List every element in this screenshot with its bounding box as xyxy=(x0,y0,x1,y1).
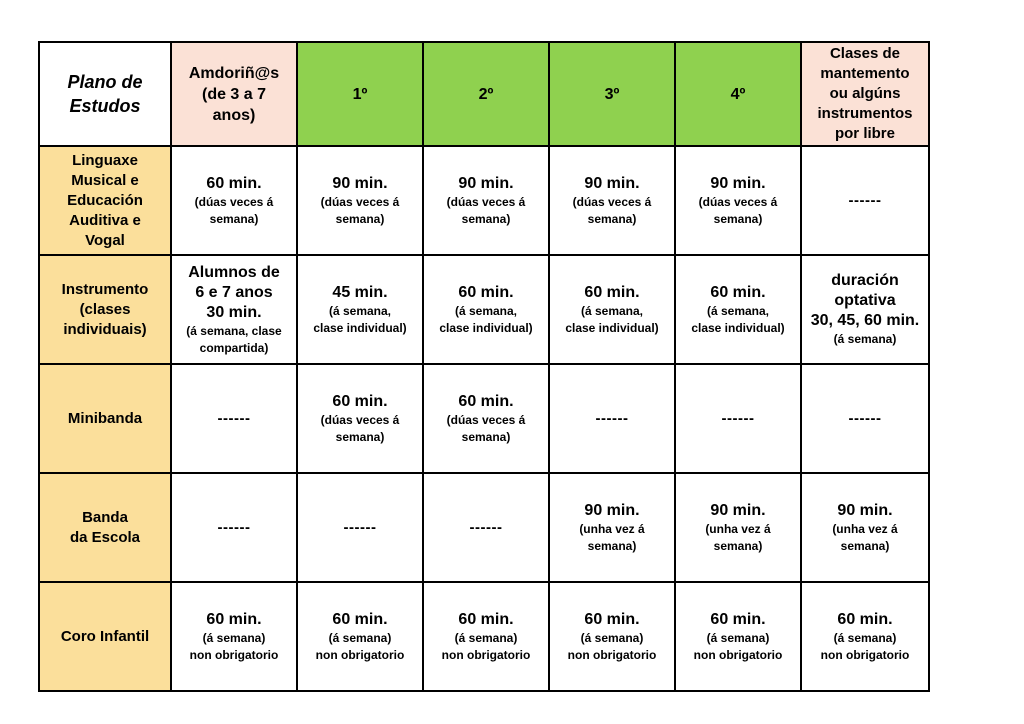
row-label-line: Instrumento xyxy=(61,280,149,298)
table-row xyxy=(39,364,929,473)
duration-text: 60 min. xyxy=(458,392,514,410)
column-header-line: Clases de xyxy=(829,45,901,62)
duration-text: 60 min. xyxy=(837,610,893,628)
schedule-cell xyxy=(549,146,675,255)
duration-text: 90 min. xyxy=(584,174,640,192)
frequency-note: (á semana) xyxy=(202,630,266,645)
frequency-note: semana) xyxy=(713,538,763,553)
column-header-line: por libre xyxy=(834,125,895,142)
duration-text: 90 min. xyxy=(710,501,766,519)
frequency-note: non obrigatorio xyxy=(189,647,279,662)
frequency-note: (dúas veces á xyxy=(446,412,526,427)
header-row xyxy=(39,42,929,146)
frequency-note: semana) xyxy=(840,538,890,553)
frequency-note: (á semana, xyxy=(706,303,770,318)
duration-text: 60 min. xyxy=(332,392,388,410)
column-header-line: (de 3 a 7 xyxy=(201,85,267,103)
column-header-line: 4º xyxy=(730,85,746,103)
frequency-note: (dúas veces á xyxy=(572,194,652,209)
schedule-cell xyxy=(675,364,801,473)
frequency-note: semana) xyxy=(587,211,637,226)
duration-text: 6 e 7 anos xyxy=(195,283,273,301)
duration-text: 45 min. xyxy=(332,283,388,301)
schedule-cell xyxy=(801,473,929,582)
schedule-cell xyxy=(675,255,801,364)
column-header-3 xyxy=(549,42,675,146)
schedule-cell xyxy=(297,364,423,473)
frequency-note: compartida) xyxy=(199,340,269,355)
duration-text: 90 min. xyxy=(837,501,893,519)
schedule-cell xyxy=(675,582,801,691)
duration-text: 30, 45, 60 min. xyxy=(810,312,920,329)
schedule-cell xyxy=(297,146,423,255)
duration-text: 60 min. xyxy=(206,610,262,628)
table-row xyxy=(39,146,929,255)
frequency-note: (á semana) xyxy=(328,630,392,645)
frequency-note: clase individual) xyxy=(691,320,785,335)
frequency-note: (unha vez á xyxy=(832,521,898,536)
frequency-note: non obrigatorio xyxy=(693,647,783,662)
schedule-cell xyxy=(549,364,675,473)
duration-text: 90 min. xyxy=(332,174,388,192)
frequency-note: semana) xyxy=(461,211,511,226)
frequency-note: semana) xyxy=(461,429,511,444)
frequency-note: non obrigatorio xyxy=(567,647,657,662)
empty-marker: ------ xyxy=(343,519,377,536)
empty-marker: ------ xyxy=(469,519,503,536)
schedule-cell xyxy=(801,582,929,691)
frequency-note: (á semana) xyxy=(833,630,897,645)
row-label-line: (clases xyxy=(79,300,131,318)
table-row xyxy=(39,473,929,582)
column-header-line: mantemento xyxy=(820,65,910,82)
duration-text: 60 min. xyxy=(584,610,640,628)
frequency-note: clase individual) xyxy=(313,320,407,335)
duration-text: 60 min. xyxy=(332,610,388,628)
frequency-note: (dúas veces á xyxy=(194,194,274,209)
study-plan-table xyxy=(38,41,930,692)
frequency-note: (dúas veces á xyxy=(320,412,400,427)
schedule-cell xyxy=(171,364,297,473)
frequency-note: (á semana) xyxy=(580,630,644,645)
duration-text: duración xyxy=(831,272,899,289)
row-label-line: Banda xyxy=(82,508,128,526)
table-row xyxy=(39,255,929,364)
frequency-note: semana) xyxy=(209,211,259,226)
empty-marker: ------ xyxy=(848,192,882,209)
frequency-note: (unha vez á xyxy=(579,521,645,536)
column-header-2 xyxy=(423,42,549,146)
schedule-cell xyxy=(297,473,423,582)
frequency-note: (dúas veces á xyxy=(446,194,526,209)
schedule-cell xyxy=(549,255,675,364)
row-label-line: Auditiva e xyxy=(69,211,141,229)
empty-marker: ------ xyxy=(217,410,251,427)
column-header-line: anos) xyxy=(212,106,256,124)
schedule-cell xyxy=(423,255,549,364)
schedule-cell xyxy=(171,582,297,691)
duration-text: 90 min. xyxy=(584,501,640,519)
row-label-line: Minibanda xyxy=(67,409,143,427)
schedule-cell xyxy=(423,146,549,255)
frequency-note: (unha vez á xyxy=(705,521,771,536)
empty-marker: ------ xyxy=(721,410,755,427)
row-label-line: Educación xyxy=(67,191,143,209)
empty-marker: ------ xyxy=(595,410,629,427)
column-header-line: 1º xyxy=(352,85,368,103)
table-row xyxy=(39,582,929,691)
row-label-line: individuais) xyxy=(63,320,147,338)
duration-text: 90 min. xyxy=(710,174,766,192)
duration-text: 60 min. xyxy=(206,174,262,192)
column-header-1 xyxy=(297,42,423,146)
frequency-note: (dúas veces á xyxy=(698,194,778,209)
column-header-amdorinos xyxy=(171,42,297,146)
duration-text: 60 min. xyxy=(584,283,640,301)
frequency-note: non obrigatorio xyxy=(820,647,910,662)
schedule-cell xyxy=(297,255,423,364)
frequency-note: (á semana) xyxy=(454,630,518,645)
schedule-cell xyxy=(549,582,675,691)
duration-text: 60 min. xyxy=(710,610,766,628)
schedule-cell xyxy=(675,146,801,255)
column-header-4 xyxy=(675,42,801,146)
schedule-cell xyxy=(423,364,549,473)
column-header-line: ou algúns xyxy=(829,85,901,102)
frequency-note: (á semana, xyxy=(328,303,392,318)
duration-text: Alumnos de xyxy=(188,263,280,281)
empty-marker: ------ xyxy=(848,410,882,427)
row-label-cell xyxy=(39,255,171,364)
frequency-note: semana) xyxy=(713,211,763,226)
schedule-cell xyxy=(675,473,801,582)
frequency-note: (á semana, xyxy=(580,303,644,318)
row-label-line: Linguaxe xyxy=(72,151,138,169)
frequency-note: clase individual) xyxy=(565,320,659,335)
row-label-line: Coro Infantil xyxy=(60,627,150,645)
duration-text: 90 min. xyxy=(458,174,514,192)
empty-marker: ------ xyxy=(217,519,251,536)
frequency-note: semana) xyxy=(587,538,637,553)
frequency-note: (á semana) xyxy=(833,332,897,346)
schedule-cell xyxy=(549,473,675,582)
frequency-note: semana) xyxy=(335,429,385,444)
schedule-cell xyxy=(171,255,297,364)
column-header-line: instrumentos xyxy=(817,105,913,122)
schedule-cell xyxy=(801,255,929,364)
row-label-cell xyxy=(39,364,171,473)
schedule-cell xyxy=(423,582,549,691)
schedule-cell xyxy=(171,146,297,255)
row-label-line: da Escola xyxy=(69,528,141,546)
column-header-line: Amdoriñ@s xyxy=(188,64,280,82)
column-header-line: 3º xyxy=(604,85,620,103)
corner-title-line: Estudos xyxy=(69,96,141,116)
corner-title-line: Plano de xyxy=(67,72,143,92)
row-label-cell xyxy=(39,146,171,255)
row-label-line: Musical e xyxy=(71,171,139,189)
frequency-note: (á semana) xyxy=(706,630,770,645)
duration-text: 30 min. xyxy=(206,303,262,321)
duration-text: 60 min. xyxy=(710,283,766,301)
row-label-cell xyxy=(39,473,171,582)
duration-text: 60 min. xyxy=(458,283,514,301)
row-label-line: Vogal xyxy=(85,231,125,249)
schedule-cell xyxy=(801,146,929,255)
frequency-note: (dúas veces á xyxy=(320,194,400,209)
schedule-cell xyxy=(297,582,423,691)
column-header-line: 2º xyxy=(478,85,494,103)
duration-text: 60 min. xyxy=(458,610,514,628)
frequency-note: non obrigatorio xyxy=(315,647,405,662)
duration-text: optativa xyxy=(834,292,896,309)
frequency-note: (á semana, clase xyxy=(186,323,282,338)
corner-cell xyxy=(39,42,171,146)
schedule-cell xyxy=(171,473,297,582)
row-label-cell xyxy=(39,582,171,691)
frequency-note: semana) xyxy=(335,211,385,226)
schedule-cell xyxy=(423,473,549,582)
frequency-note: non obrigatorio xyxy=(441,647,531,662)
column-header-maintenance xyxy=(801,42,929,146)
frequency-note: (á semana, xyxy=(454,303,518,318)
frequency-note: clase individual) xyxy=(439,320,533,335)
schedule-cell xyxy=(801,364,929,473)
